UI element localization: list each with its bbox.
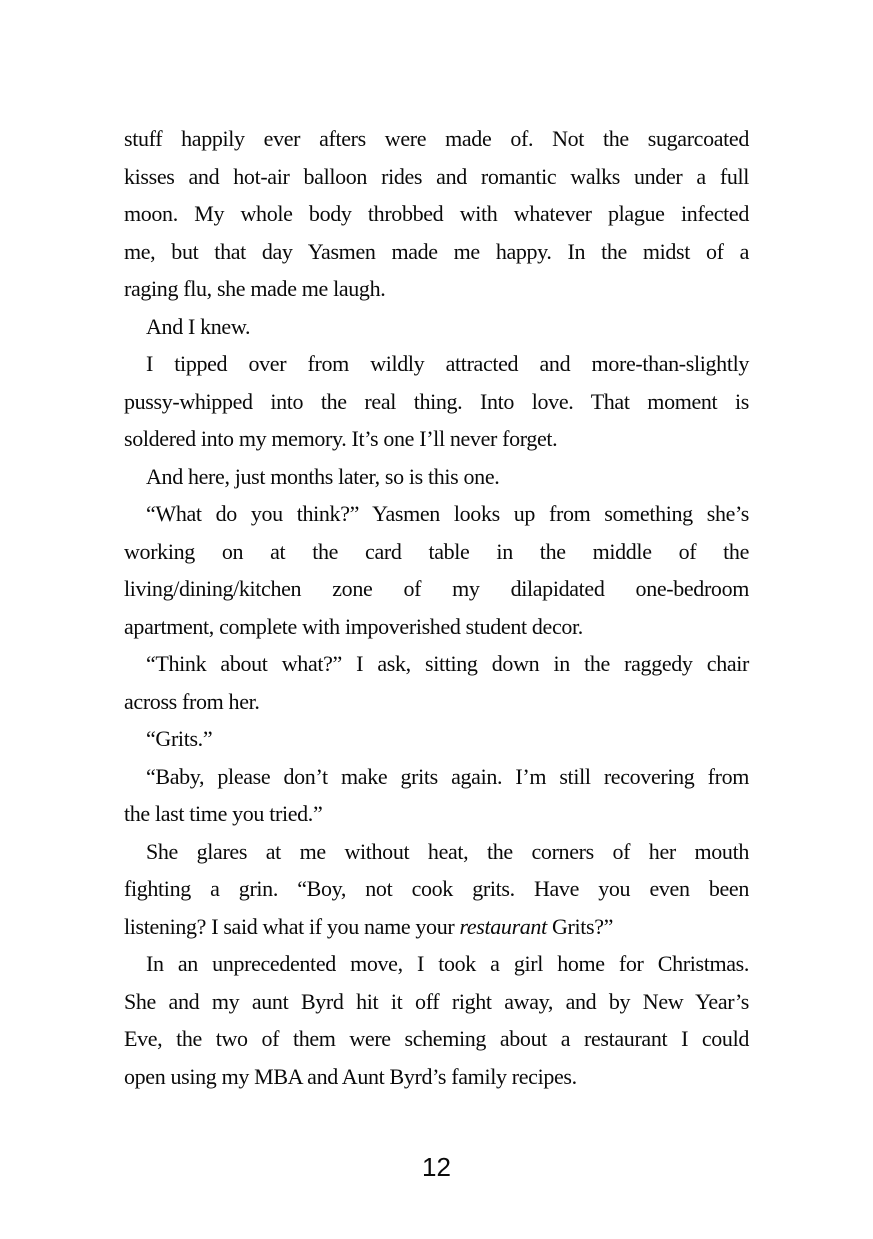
text-line: stuff happily ever afters were made of. Not the sugarcoated <box>124 126 749 151</box>
text-line: open using my MBA and Aunt Byrd’s family recipes. <box>124 1063 577 1089</box>
italic-text-segment: restaurant <box>459 913 547 939</box>
paragraph <box>124 758 749 833</box>
paragraph <box>124 945 749 1095</box>
paragraph <box>124 458 749 496</box>
text-segment: Grits?” <box>546 913 614 939</box>
text-line: soldered into my memory. It’s one I’ll never forget. <box>124 426 558 451</box>
text-line: fighting a grin. “Boy, not cook grits. Have you even been <box>124 876 749 901</box>
paragraph <box>124 308 749 346</box>
paragraph <box>124 345 749 458</box>
text-line: apartment, complete with impoverished student decor. <box>124 613 583 639</box>
paragraph <box>124 833 749 946</box>
page-number: 12 <box>422 1152 451 1182</box>
page-text-block <box>124 120 749 1095</box>
text-line: She glares at me without heat, the corners of her mouth <box>146 838 749 864</box>
text-line: pussy-whipped into the real thing. Into love. That moment is <box>124 388 749 414</box>
text-line <box>124 908 749 946</box>
text-line: And here, just months later, so is this one. <box>146 463 500 489</box>
text-line: “Grits.” <box>146 726 213 751</box>
text-segment: listening? I said what if you name your <box>124 913 460 939</box>
text-line: working on at the card table in the middle of the <box>124 538 749 564</box>
text-line: kisses and hot-air balloon rides and romantic walks under a full <box>124 163 749 189</box>
text-line: Eve, the two of them were scheming about a restaurant I could <box>124 1026 749 1051</box>
text-line: “What do you think?” Yasmen looks up from something she’s <box>146 501 749 526</box>
text-line: across from her. <box>124 688 260 714</box>
text-line: In an unprecedented move, I took a girl home for Christmas. <box>146 951 749 976</box>
paragraph <box>124 645 749 720</box>
text-line: I tipped over from wildly attracted and more-than-slightly <box>146 351 749 376</box>
text-line: And I knew. <box>146 313 251 339</box>
text-line: “Think about what?” I ask, sitting down in the raggedy chair <box>146 651 749 676</box>
paragraph <box>124 120 749 308</box>
text-line: “Baby, please don’t make grits again. I’m still recovering from <box>146 763 749 789</box>
paragraph <box>124 495 749 645</box>
text-line: moon. My whole body throbbed with whatever plague infected <box>124 201 749 226</box>
text-line: the last time you tried.” <box>124 801 323 826</box>
text-line: She and my aunt Byrd hit it off right away, and by New Year’s <box>124 988 749 1014</box>
text-line: living/dining/kitchen zone of my dilapidated one-bedroom <box>124 576 749 601</box>
text-line: raging flu, she made me laugh. <box>124 276 386 301</box>
text-line: me, but that day Yasmen made me happy. In the midst of a <box>124 238 749 264</box>
paragraph <box>124 720 749 758</box>
